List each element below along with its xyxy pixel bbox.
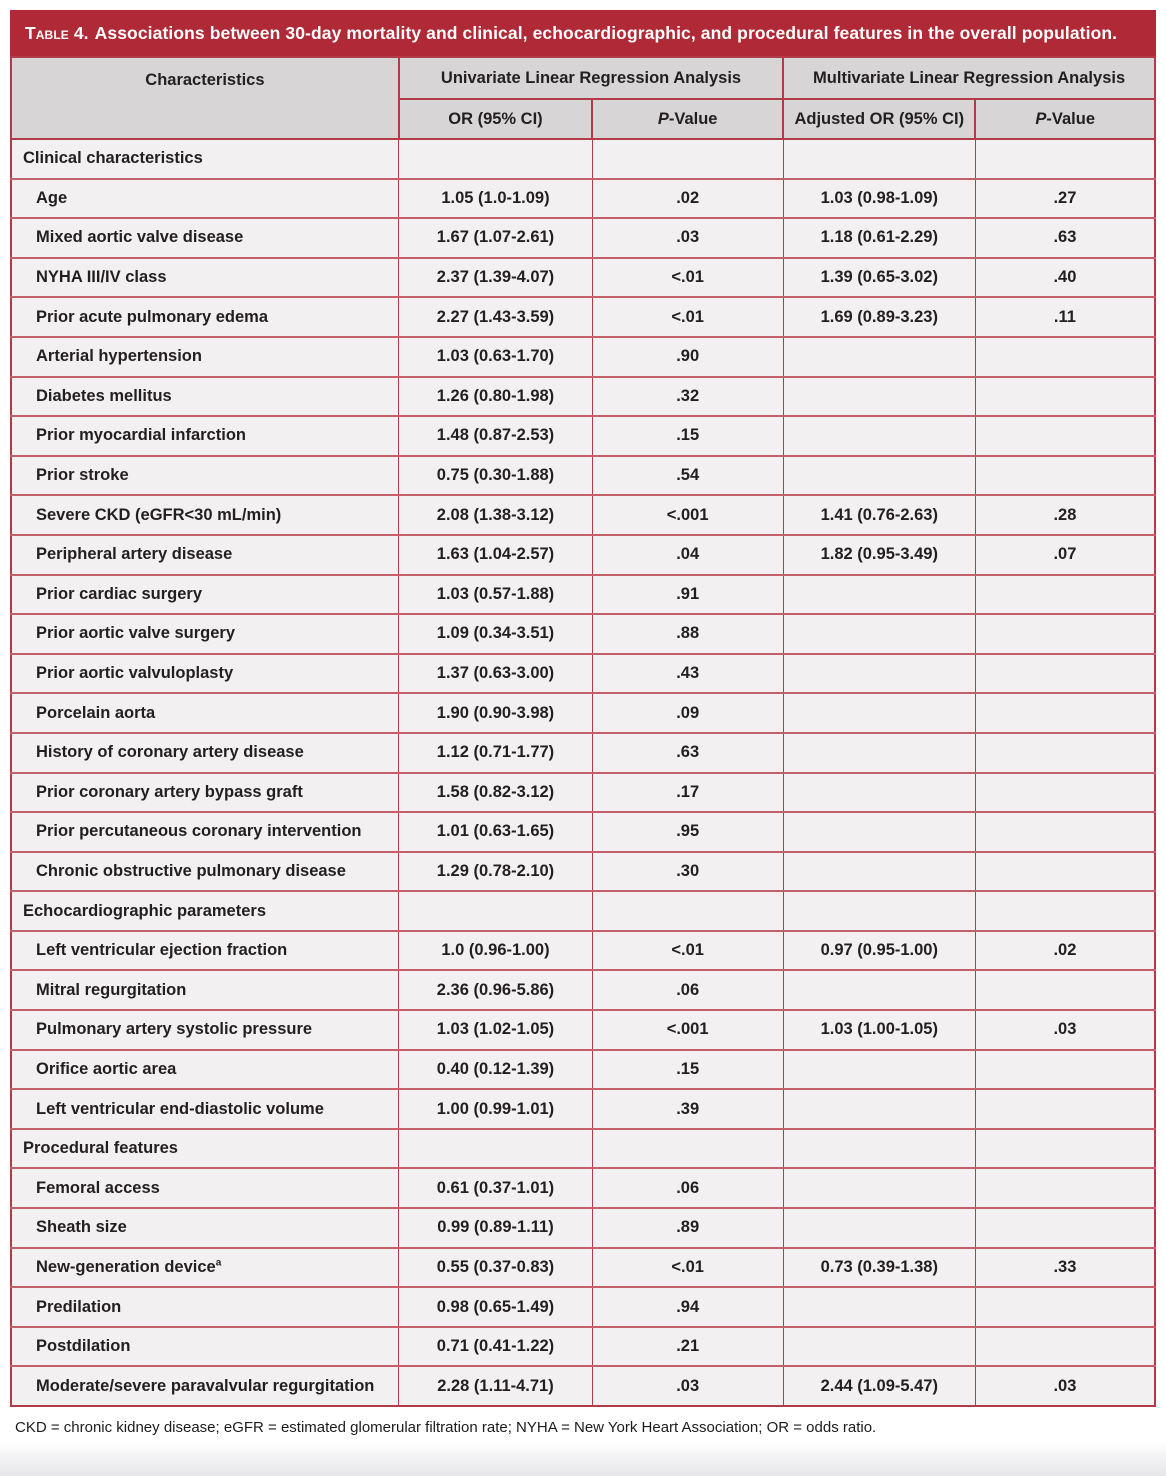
multivariate-or-cell xyxy=(783,1287,975,1327)
multivariate-or-cell: 0.97 (0.95-1.00) xyxy=(783,931,975,971)
univariate-or-cell: 1.03 (1.02-1.05) xyxy=(399,1010,592,1050)
multivariate-p-cell xyxy=(975,812,1155,852)
univariate-p-cell: .88 xyxy=(592,614,783,654)
row-label: Prior aortic valvuloplasty xyxy=(11,654,399,694)
multivariate-p-cell: .63 xyxy=(975,218,1155,258)
univariate-p-cell: <.01 xyxy=(592,931,783,971)
multivariate-or-cell: 1.03 (0.98-1.09) xyxy=(783,179,975,219)
univariate-or-cell: 1.37 (0.63-3.00) xyxy=(399,654,592,694)
univariate-or-cell: 1.67 (1.07-2.61) xyxy=(399,218,592,258)
row-label: Prior myocardial infarction xyxy=(11,416,399,456)
univariate-p-cell: .17 xyxy=(592,773,783,813)
col-header-characteristics: Characteristics xyxy=(11,57,399,139)
multivariate-p-cell xyxy=(975,456,1155,496)
col-group-multivariate: Multivariate Linear Regression Analysis xyxy=(783,57,1155,99)
univariate-p-cell: .03 xyxy=(592,1366,783,1406)
multivariate-p-cell xyxy=(975,337,1155,377)
section-label: Clinical characteristics xyxy=(11,139,399,179)
multivariate-or-cell: 2.44 (1.09-5.47) xyxy=(783,1366,975,1406)
row-label: Pulmonary artery systolic pressure xyxy=(11,1010,399,1050)
univariate-p-cell: .43 xyxy=(592,654,783,694)
row-label: Peripheral artery disease xyxy=(11,535,399,575)
multivariate-p-cell: .03 xyxy=(975,1366,1155,1406)
univariate-or-cell: 1.90 (0.90-3.98) xyxy=(399,693,592,733)
univariate-p-cell xyxy=(592,891,783,931)
univariate-p-cell: .54 xyxy=(592,456,783,496)
section-row xyxy=(11,1129,1155,1169)
multivariate-p-cell xyxy=(975,1208,1155,1248)
univariate-or-cell: 0.98 (0.65-1.49) xyxy=(399,1287,592,1327)
row-label: Severe CKD (eGFR<30 mL/min) xyxy=(11,495,399,535)
multivariate-p-cell xyxy=(975,1050,1155,1090)
table-row xyxy=(11,1208,1155,1248)
univariate-p-cell: .02 xyxy=(592,179,783,219)
univariate-p-cell: .90 xyxy=(592,337,783,377)
table-row xyxy=(11,852,1155,892)
table-row xyxy=(11,654,1155,694)
univariate-p-cell: .95 xyxy=(592,812,783,852)
univariate-or-cell: 1.12 (0.71-1.77) xyxy=(399,733,592,773)
col-header-pvalue-multivariate xyxy=(975,99,1155,139)
multivariate-or-cell: 1.82 (0.95-3.49) xyxy=(783,535,975,575)
row-label: History of coronary artery disease xyxy=(11,733,399,773)
row-label: Chronic obstructive pulmonary disease xyxy=(11,852,399,892)
multivariate-p-cell: .03 xyxy=(975,1010,1155,1050)
row-label: Diabetes mellitus xyxy=(11,377,399,417)
row-label: Arterial hypertension xyxy=(11,337,399,377)
table-row xyxy=(11,733,1155,773)
table-row xyxy=(11,1050,1155,1090)
univariate-or-cell: 1.09 (0.34-3.51) xyxy=(399,614,592,654)
row-label: Mitral regurgitation xyxy=(11,970,399,1010)
univariate-p-cell: .15 xyxy=(592,416,783,456)
univariate-or-cell: 1.29 (0.78-2.10) xyxy=(399,852,592,892)
row-label: Prior stroke xyxy=(11,456,399,496)
univariate-p-cell: .32 xyxy=(592,377,783,417)
multivariate-or-cell xyxy=(783,852,975,892)
multivariate-p-cell xyxy=(975,614,1155,654)
univariate-or-cell xyxy=(399,139,592,179)
multivariate-or-cell: 1.18 (0.61-2.29) xyxy=(783,218,975,258)
table-row xyxy=(11,179,1155,219)
table-row xyxy=(11,1366,1155,1406)
multivariate-p-cell: .33 xyxy=(975,1248,1155,1288)
multivariate-or-cell xyxy=(783,416,975,456)
multivariate-p-cell xyxy=(975,416,1155,456)
multivariate-or-cell: 1.03 (1.00-1.05) xyxy=(783,1010,975,1050)
multivariate-or-cell xyxy=(783,575,975,615)
univariate-or-cell: 2.37 (1.39-4.07) xyxy=(399,258,592,298)
multivariate-or-cell xyxy=(783,733,975,773)
table-row xyxy=(11,931,1155,971)
univariate-p-cell: <.01 xyxy=(592,1248,783,1288)
table-row xyxy=(11,1287,1155,1327)
table-row xyxy=(11,416,1155,456)
row-label: Orifice aortic area xyxy=(11,1050,399,1090)
univariate-p-cell: <.001 xyxy=(592,495,783,535)
multivariate-or-cell xyxy=(783,1129,975,1169)
univariate-or-cell: 2.27 (1.43-3.59) xyxy=(399,297,592,337)
table-row xyxy=(11,377,1155,417)
univariate-or-cell: 1.03 (0.57-1.88) xyxy=(399,575,592,615)
table-title-text: Associations between 30-day mortality and clinical, echocardiographic, and procedural features in the overall population. xyxy=(94,22,1118,43)
row-label: NYHA III/IV class xyxy=(11,258,399,298)
univariate-p-cell: .94 xyxy=(592,1287,783,1327)
univariate-or-cell: 0.71 (0.41-1.22) xyxy=(399,1327,592,1367)
multivariate-p-cell: .40 xyxy=(975,258,1155,298)
row-label-superscript: a xyxy=(215,1257,222,1269)
univariate-or-cell: 2.36 (0.96-5.86) xyxy=(399,970,592,1010)
univariate-p-cell: .06 xyxy=(592,1168,783,1208)
univariate-p-cell xyxy=(592,1129,783,1169)
row-label: Postdilation xyxy=(11,1327,399,1367)
multivariate-p-cell xyxy=(975,693,1155,733)
multivariate-p-cell xyxy=(975,377,1155,417)
table-row xyxy=(11,1010,1155,1050)
row-label: Sheath size xyxy=(11,1208,399,1248)
multivariate-or-cell xyxy=(783,1089,975,1129)
p-italic: P xyxy=(657,109,669,128)
row-label: Mixed aortic valve disease xyxy=(11,218,399,258)
col-group-univariate: Univariate Linear Regression Analysis xyxy=(399,57,783,99)
p-rest: -Value xyxy=(668,109,718,128)
table-row xyxy=(11,614,1155,654)
table-row xyxy=(11,812,1155,852)
multivariate-or-cell xyxy=(783,1168,975,1208)
univariate-or-cell: 1.00 (0.99-1.01) xyxy=(399,1089,592,1129)
table-title-bar xyxy=(10,10,1156,56)
p-italic: P xyxy=(1035,109,1047,128)
univariate-p-cell xyxy=(592,139,783,179)
multivariate-or-cell xyxy=(783,812,975,852)
multivariate-p-cell xyxy=(975,1168,1155,1208)
multivariate-p-cell: .07 xyxy=(975,535,1155,575)
multivariate-p-cell: .11 xyxy=(975,297,1155,337)
row-label: Left ventricular ejection fraction xyxy=(11,931,399,971)
multivariate-or-cell: 1.41 (0.76-2.63) xyxy=(783,495,975,535)
row-label: Prior acute pulmonary edema xyxy=(11,297,399,337)
univariate-p-cell: .39 xyxy=(592,1089,783,1129)
table-row xyxy=(11,970,1155,1010)
section-label: Echocardiographic parameters xyxy=(11,891,399,931)
univariate-or-cell: 2.28 (1.11-4.71) xyxy=(399,1366,592,1406)
univariate-p-cell: .30 xyxy=(592,852,783,892)
group-header-row xyxy=(11,57,1155,99)
univariate-or-cell: 0.40 (0.12-1.39) xyxy=(399,1050,592,1090)
table-title xyxy=(25,23,1117,44)
univariate-or-cell: 1.63 (1.04-2.57) xyxy=(399,535,592,575)
table-row xyxy=(11,1327,1155,1367)
univariate-or-cell: 1.05 (1.0-1.09) xyxy=(399,179,592,219)
univariate-or-cell: 0.99 (0.89-1.11) xyxy=(399,1208,592,1248)
multivariate-or-cell xyxy=(783,139,975,179)
multivariate-p-cell xyxy=(975,1327,1155,1367)
multivariate-p-cell xyxy=(975,970,1155,1010)
multivariate-or-cell: 1.69 (0.89-3.23) xyxy=(783,297,975,337)
row-label: Age xyxy=(11,179,399,219)
table-row xyxy=(11,495,1155,535)
table-row xyxy=(11,297,1155,337)
table-row xyxy=(11,1089,1155,1129)
multivariate-p-cell xyxy=(975,654,1155,694)
table-card xyxy=(10,10,1156,1464)
multivariate-or-cell: 0.73 (0.39-1.38) xyxy=(783,1248,975,1288)
row-label: Left ventricular end-diastolic volume xyxy=(11,1089,399,1129)
col-header-or: OR (95% CI) xyxy=(399,99,592,139)
multivariate-or-cell: 1.39 (0.65-3.02) xyxy=(783,258,975,298)
multivariate-or-cell xyxy=(783,1208,975,1248)
multivariate-or-cell xyxy=(783,654,975,694)
row-label: Porcelain aorta xyxy=(11,693,399,733)
section-row xyxy=(11,139,1155,179)
multivariate-p-cell xyxy=(975,575,1155,615)
univariate-p-cell: .03 xyxy=(592,218,783,258)
p-rest: -Value xyxy=(1046,109,1095,128)
row-label: Predilation xyxy=(11,1287,399,1327)
univariate-p-cell: .09 xyxy=(592,693,783,733)
table-row xyxy=(11,258,1155,298)
table-row xyxy=(11,456,1155,496)
multivariate-p-cell xyxy=(975,139,1155,179)
footnote-abbreviations: CKD = chronic kidney disease; eGFR = estimated glomerular filtration rate; NYHA = New York Heart Association; OR = odds ratio. xyxy=(15,1419,877,1436)
table-number-label: Table 4. xyxy=(25,22,89,43)
univariate-or-cell: 1.26 (0.80-1.98) xyxy=(399,377,592,417)
univariate-or-cell: 2.08 (1.38-3.12) xyxy=(399,495,592,535)
row-label: Femoral access xyxy=(11,1168,399,1208)
univariate-or-cell: 1.03 (0.63-1.70) xyxy=(399,337,592,377)
table-row xyxy=(11,1168,1155,1208)
multivariate-p-cell xyxy=(975,1287,1155,1327)
univariate-or-cell: 1.48 (0.87-2.53) xyxy=(399,416,592,456)
multivariate-p-cell xyxy=(975,1089,1155,1129)
row-label: Moderate/severe paravalvular regurgitation xyxy=(11,1366,399,1406)
univariate-or-cell: 0.55 (0.37-0.83) xyxy=(399,1248,592,1288)
univariate-p-cell: <.001 xyxy=(592,1010,783,1050)
multivariate-p-cell: .02 xyxy=(975,931,1155,971)
table-header xyxy=(11,57,1155,139)
multivariate-or-cell xyxy=(783,1327,975,1367)
multivariate-or-cell xyxy=(783,1050,975,1090)
univariate-p-cell: .89 xyxy=(592,1208,783,1248)
multivariate-or-cell xyxy=(783,773,975,813)
table-row xyxy=(11,535,1155,575)
univariate-p-cell: .15 xyxy=(592,1050,783,1090)
univariate-p-cell: <.01 xyxy=(592,258,783,298)
bottom-fade xyxy=(0,1442,1166,1476)
univariate-p-cell: .91 xyxy=(592,575,783,615)
table-row xyxy=(11,773,1155,813)
row-label: New-generation device$^a$ xyxy=(11,1248,399,1288)
row-label: Prior coronary artery bypass graft xyxy=(11,773,399,813)
table-row xyxy=(11,337,1155,377)
univariate-p-cell: .06 xyxy=(592,970,783,1010)
univariate-or-cell: 1.58 (0.82-3.12) xyxy=(399,773,592,813)
univariate-p-cell: .21 xyxy=(592,1327,783,1367)
multivariate-or-cell xyxy=(783,693,975,733)
univariate-or-cell: 0.61 (0.37-1.01) xyxy=(399,1168,592,1208)
univariate-or-cell: 0.75 (0.30-1.88) xyxy=(399,456,592,496)
multivariate-p-cell xyxy=(975,852,1155,892)
row-label: Prior percutaneous coronary intervention xyxy=(11,812,399,852)
multivariate-or-cell xyxy=(783,614,975,654)
univariate-or-cell: 1.0 (0.96-1.00) xyxy=(399,931,592,971)
univariate-or-cell: 1.01 (0.63-1.65) xyxy=(399,812,592,852)
table-row xyxy=(11,1248,1155,1288)
table-body xyxy=(11,139,1155,1406)
univariate-or-cell xyxy=(399,891,592,931)
multivariate-p-cell: .27 xyxy=(975,179,1155,219)
multivariate-or-cell xyxy=(783,891,975,931)
col-header-pvalue-univariate xyxy=(592,99,783,139)
univariate-p-cell: <.01 xyxy=(592,297,783,337)
multivariate-p-cell xyxy=(975,773,1155,813)
row-label: Prior aortic valve surgery xyxy=(11,614,399,654)
multivariate-p-cell: .28 xyxy=(975,495,1155,535)
univariate-p-cell: .63 xyxy=(592,733,783,773)
multivariate-p-cell xyxy=(975,733,1155,773)
table-row xyxy=(11,693,1155,733)
univariate-p-cell: .04 xyxy=(592,535,783,575)
multivariate-or-cell xyxy=(783,970,975,1010)
section-label: Procedural features xyxy=(11,1129,399,1169)
regression-table xyxy=(10,56,1156,1407)
multivariate-or-cell xyxy=(783,337,975,377)
univariate-or-cell xyxy=(399,1129,592,1169)
multivariate-or-cell xyxy=(783,377,975,417)
col-header-adjusted-or: Adjusted OR (95% CI) xyxy=(783,99,975,139)
table-row xyxy=(11,218,1155,258)
row-label: Prior cardiac surgery xyxy=(11,575,399,615)
multivariate-p-cell xyxy=(975,1129,1155,1169)
section-row xyxy=(11,891,1155,931)
table-row xyxy=(11,575,1155,615)
multivariate-or-cell xyxy=(783,456,975,496)
multivariate-p-cell xyxy=(975,891,1155,931)
